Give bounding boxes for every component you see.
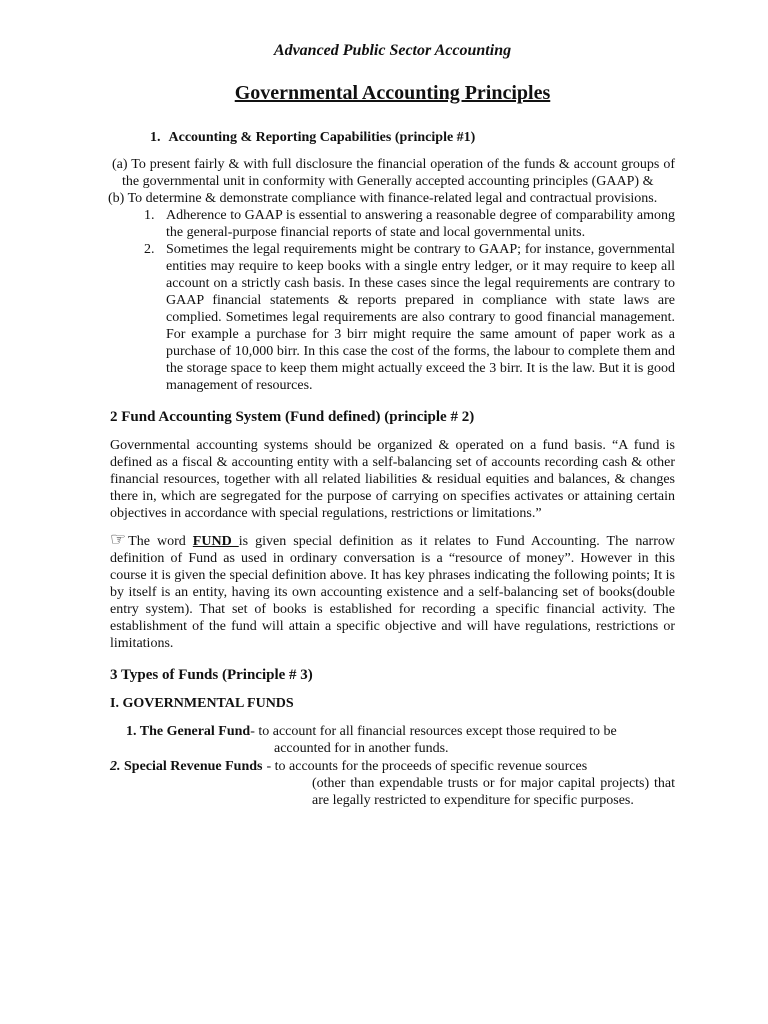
list-item <box>144 207 675 241</box>
special-revenue-fund-label <box>110 758 262 775</box>
general-fund-label: 1. The General Fund <box>126 724 251 739</box>
general-fund-description: - to account for all financial resources except those required to be <box>250 724 617 739</box>
section-2-note <box>110 529 675 652</box>
special-revenue-fund-description-continued: (other than expendable trusts or for major capital projects) that are legally restricted to expenditure for specific purposes. <box>312 776 675 808</box>
special-revenue-fund-description: - to accounts for the proceeds of specific revenue sources <box>266 759 588 774</box>
section-1-item-a: (a) To present fairly & with full disclosure the financial operation of the funds & account groups of the governmental unit in conformity with Generally accepted accounting principles (GAAP) & <box>112 157 675 189</box>
special-revenue-fund-label-text: Special Revenue Funds <box>120 759 263 774</box>
section-1-numbered-list <box>110 207 675 394</box>
special-revenue-fund-number: 2. <box>110 759 121 774</box>
list-item-number: 1. <box>144 208 155 223</box>
section-2-paragraph: Governmental accounting systems should be organized & operated on a fund basis. “A fund is defined as a fiscal & accounting entity with a self-balancing set of accounts recording cash & other financial resources, together with all related liabilities & residual equities and balances, & changes there in, which are segregated for the purpose of carrying on specifies activates or attaining certain objectives in accordance with special regulations, restrictions or limitations.” <box>110 438 675 521</box>
running-header: Advanced Public Sector Accounting <box>273 42 512 59</box>
section-1-heading <box>110 129 675 146</box>
list-item <box>144 241 675 394</box>
note-text-before: The word <box>128 534 193 549</box>
note-text-after: is given special definition as it relates to Fund Accounting. The narrow definition of Fund as used in ordinary conversation is a “resource of money”. However in this course it is given the special definition above. It has key phrases indicating the following points; It is by itself is an entity, having its own accounting existence and a self-balancing set of books(double entry system). That set of books is established for recording a specific financial activity. The establishment of the fund will attain a specific objective and will have regulations, restrictions or limitations. <box>110 534 675 651</box>
pointing-hand-icon: ☞ <box>110 529 127 550</box>
section-1-item-b: (b) To determine & demonstrate compliance with finance-related legal and contractual provisions. <box>108 191 658 206</box>
section-1-heading-text: Accounting & Reporting Capabilities (principle #1) <box>168 130 476 145</box>
general-fund-description-continued: accounted for in another funds. <box>274 741 449 756</box>
section-3-heading: 3 Types of Funds (Principle # 3) <box>110 667 313 683</box>
section-2-heading: 2 Fund Accounting System (Fund defined) (principle # 2) <box>110 409 475 425</box>
general-fund-item <box>110 723 675 740</box>
list-item-text: Sometimes the legal requirements might be contrary to GAAP; for instance, governmental entities may require to keep books with a single entry ledger, or it may require to keep all account on a strictly cash basis. In these cases since the legal requirements are contrary to GAAP financial statements & reports prepared in compliance with state laws are complied. Sometimes legal requirements are also contrary to good financial management. For example a purchase for 3 birr might require the same amount of paper work as a purchase of 10,000 birr. In this case the cost of the forms, the labour to complete them and the storage space to keep them might actually exceed the 3 birr. It is the law. But it is good management of resources. <box>166 242 675 393</box>
governmental-funds-heading: I. GOVERNMENTAL FUNDS <box>110 696 294 711</box>
special-revenue-fund-item <box>110 758 675 775</box>
note-keyword: FUND <box>192 534 239 549</box>
list-item-text: Adherence to GAAP is essential to answering a reasonable degree of comparability among the general-purpose financial reports of state and local governmental units. <box>166 208 675 240</box>
page-title: Governmental Accounting Principles <box>234 82 551 104</box>
list-item-number: 2. <box>144 242 155 257</box>
section-1-number: 1. <box>150 130 161 145</box>
